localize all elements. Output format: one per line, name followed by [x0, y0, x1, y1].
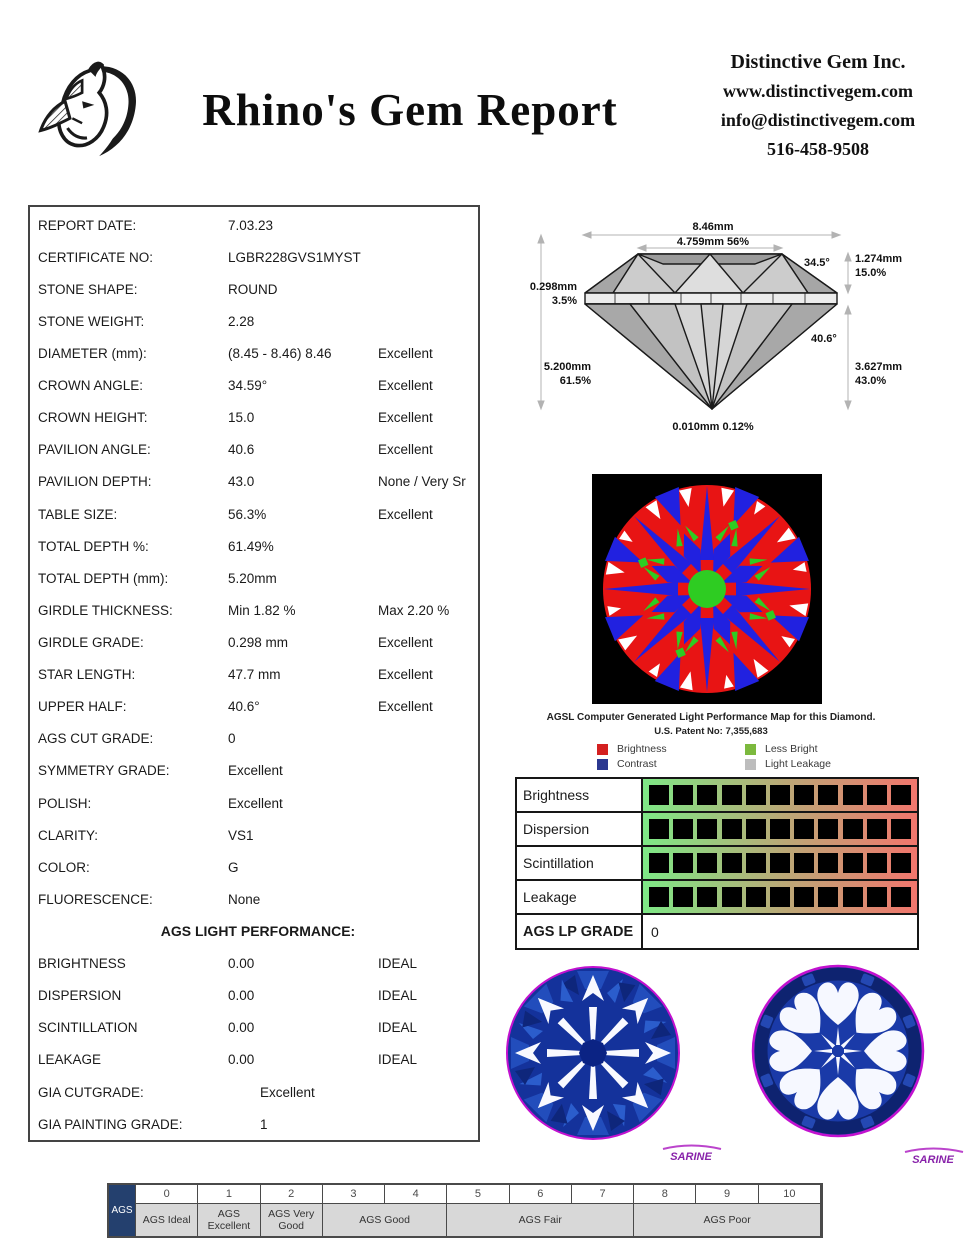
lp-black-square: [843, 819, 863, 839]
lp-black-square: [746, 819, 766, 839]
lp-row: [517, 813, 917, 847]
report-table: [28, 205, 480, 1142]
aset-caption: AGSL Computer Generated Light Performance Map for this Diamond.: [546, 712, 876, 723]
report-table-row: [30, 659, 478, 691]
row-value: Min 1.82 %: [228, 602, 296, 618]
crown-height-pct: 15.0%: [855, 267, 887, 279]
lp-black-square: [697, 853, 717, 873]
lp-black-square: [649, 819, 669, 839]
lp-black-square: [891, 785, 911, 805]
row-value: 34.59°: [228, 378, 268, 394]
lp-black-square: [697, 785, 717, 805]
scale-grade-cell: AGS Poor: [634, 1204, 821, 1236]
row-label: TOTAL DEPTH (mm):: [38, 570, 169, 586]
scale-grade-cell: AGS Very Good: [261, 1204, 323, 1236]
report-table-row: [30, 305, 478, 337]
report-table-row: [30, 434, 478, 466]
lp-black-square: [673, 819, 693, 839]
report-table-row: [30, 1108, 478, 1140]
legend-label: Less Bright: [765, 743, 818, 755]
lp-grade-row: [517, 915, 917, 948]
report-table-row: [30, 370, 478, 402]
lp-black-square: [770, 853, 790, 873]
row-label: UPPER HALF:: [38, 699, 127, 715]
report-table-row: [30, 273, 478, 305]
lp-black-square: [697, 819, 717, 839]
profile-total-depth-label: [519, 360, 591, 388]
profile-total-width-label: 8.46mm: [692, 221, 734, 233]
report-table-row: [30, 851, 478, 883]
company-info: [688, 48, 948, 164]
row-value: LGBR228GVS1MYST: [228, 249, 361, 265]
total-depth-mm: 5.200mm: [543, 361, 591, 373]
lp-black-square: [722, 785, 742, 805]
row-label: PAVILION ANGLE:: [38, 442, 151, 458]
lp-black-square: [794, 853, 814, 873]
lp-black-square: [673, 785, 693, 805]
lp-black-square: [867, 819, 887, 839]
lp-bar-table: [515, 777, 919, 950]
scale-grade-cell: AGS Ideal: [136, 1204, 198, 1236]
lp-grade-label: AGS LP GRADE: [517, 915, 643, 948]
row-value: 40.6°: [228, 699, 260, 715]
row-value: 43.0: [228, 474, 255, 490]
lp-black-square: [697, 887, 717, 907]
legend-color-swatch: [745, 744, 756, 755]
scale-grade-cell: AGS Excellent: [198, 1204, 260, 1236]
row-label: CROWN ANGLE:: [38, 378, 144, 394]
scale-number-cell: 2: [261, 1185, 323, 1204]
report-table-row: [30, 723, 478, 755]
scale-number-cell: 3: [323, 1185, 385, 1204]
legend-item: [597, 743, 745, 755]
report-table-row: [30, 498, 478, 530]
report-table-row: [30, 626, 478, 658]
row-value: 1: [260, 1116, 268, 1132]
sarine-brand-text: SARINE: [912, 1154, 954, 1166]
row-value: 0.00: [228, 1020, 255, 1036]
company-website: www.distinctivegem.com: [723, 81, 913, 101]
lp-black-square: [673, 853, 693, 873]
row-label: CROWN HEIGHT:: [38, 410, 148, 426]
row-extra: Excellent: [378, 699, 433, 715]
row-value: 0.00: [228, 988, 255, 1004]
row-value: Excellent: [260, 1084, 315, 1100]
row-value: 7.03.23: [228, 217, 274, 233]
report-table-row: [30, 466, 478, 498]
lp-black-square: [867, 853, 887, 873]
lp-gradient-bar: [643, 813, 917, 845]
girdle-mm: 0.298mm: [529, 281, 577, 293]
row-label: COLOR:: [38, 859, 90, 875]
lp-black-square: [746, 887, 766, 907]
lp-black-square: [649, 853, 669, 873]
row-extra: Excellent: [378, 634, 433, 650]
report-table-row: [30, 209, 478, 241]
row-extra: Excellent: [378, 410, 433, 426]
report-table-row: [30, 819, 478, 851]
legend-color-swatch: [745, 759, 756, 770]
lp-black-square: [843, 887, 863, 907]
aset-patent: U.S. Patent No: 7,355,683: [654, 726, 768, 737]
lp-gradient-bar: [643, 881, 917, 913]
lp-gradient-bar: [643, 847, 917, 879]
scale-number-cell: 9: [696, 1185, 758, 1204]
crown-height-mm: 1.274mm: [855, 253, 903, 265]
row-label: DIAMETER (mm):: [38, 345, 147, 361]
company-phone: 516-458-9508: [767, 139, 869, 159]
row-value: 61.49%: [228, 538, 274, 554]
row-label: TOTAL DEPTH %:: [38, 538, 149, 554]
legend-label: Light Leakage: [765, 758, 831, 770]
row-label: PAVILION DEPTH:: [38, 474, 152, 490]
row-label: CLARITY:: [38, 827, 99, 843]
sarine-logo-left: [655, 1141, 727, 1165]
row-label: AGS CUT GRADE:: [38, 731, 154, 747]
lp-grade-value: 0: [651, 923, 659, 940]
ags-scale-table: [107, 1183, 823, 1238]
pavilion-depth-pct: 43.0%: [855, 375, 887, 387]
row-extra: Excellent: [378, 345, 433, 361]
row-extra: IDEAL: [378, 1020, 418, 1036]
row-value: 0.00: [228, 956, 255, 972]
lp-black-square: [891, 887, 911, 907]
legend-item: [745, 743, 915, 755]
scale-number-cell: 0: [136, 1185, 198, 1204]
row-extra: Excellent: [378, 506, 433, 522]
report-table-row: [30, 980, 478, 1012]
lp-black-square: [891, 819, 911, 839]
company-email: info@distinctivegem.com: [720, 110, 916, 130]
report-table-row: [30, 691, 478, 723]
scale-number-cell: 4: [385, 1185, 447, 1204]
legend-item: [745, 758, 915, 770]
row-label: GIRDLE THICKNESS:: [38, 602, 173, 618]
sarine-logo-right: [897, 1144, 969, 1168]
lp-black-square: [722, 853, 742, 873]
legend-color-swatch: [597, 744, 608, 755]
row-label: STONE SHAPE:: [38, 281, 138, 297]
row-value: 47.7 mm: [228, 667, 281, 683]
arrows-diamond-image: [503, 963, 683, 1143]
report-table-row: [30, 787, 478, 819]
lp-row-label: Brightness: [517, 779, 643, 811]
scale-number-cell: 6: [510, 1185, 572, 1204]
lp-black-square: [746, 853, 766, 873]
lp-black-square: [843, 853, 863, 873]
aset-light-map: [592, 474, 822, 704]
lp-row: [517, 881, 917, 915]
row-extra: None / Very Sr: [378, 474, 466, 490]
row-value: Excellent: [228, 763, 283, 779]
lp-black-square: [770, 887, 790, 907]
row-extra: Excellent: [378, 378, 433, 394]
scale-corner-cell: AGS: [109, 1185, 136, 1236]
row-extra: Excellent: [378, 667, 433, 683]
row-value: 5.20mm: [228, 570, 277, 586]
lp-row-label: Scintillation: [517, 847, 643, 879]
legend-color-swatch: [597, 759, 608, 770]
girdle-pct: 3.5%: [551, 295, 577, 307]
lp-black-square: [770, 819, 790, 839]
report-table-row: [30, 883, 478, 915]
total-depth-pct: 61.5%: [559, 375, 591, 387]
row-value: Excellent: [228, 795, 283, 811]
lp-black-square: [867, 887, 887, 907]
pavilion-depth-mm: 3.627mm: [855, 361, 903, 373]
lp-black-square: [649, 887, 669, 907]
aset-legend: [597, 743, 915, 770]
lp-black-square: [867, 785, 887, 805]
scale-number-cell: 7: [572, 1185, 634, 1204]
row-label: GIA PAINTING GRADE:: [38, 1116, 183, 1132]
row-label: STAR LENGTH:: [38, 667, 136, 683]
diamond-profile-diagram: [503, 216, 972, 456]
lp-row-label: Leakage: [517, 881, 643, 913]
row-extra: Excellent: [378, 442, 433, 458]
scale-number-cell: 5: [447, 1185, 509, 1204]
row-label: CERTIFICATE NO:: [38, 249, 154, 265]
lp-black-square: [770, 785, 790, 805]
scale-number-cell: 8: [634, 1185, 696, 1204]
sarine-brand-text: SARINE: [670, 1151, 712, 1163]
profile-pavilion-depth-label: [855, 360, 902, 388]
lp-gradient-bar: [643, 779, 917, 811]
row-label: POLISH:: [38, 795, 92, 811]
row-value: 0: [228, 731, 236, 747]
row-value: 56.3%: [228, 506, 267, 522]
scale-number-cell: 1: [198, 1185, 260, 1204]
company-name: Distinctive Gem Inc.: [730, 51, 906, 73]
row-label: FLUORESCENCE:: [38, 891, 153, 907]
page-title: Rhino's Gem Report: [202, 85, 618, 135]
lp-black-square: [794, 819, 814, 839]
row-value: (8.45 - 8.46) 8.46: [228, 345, 332, 361]
report-table-row: [30, 562, 478, 594]
report-section-header: AGS LIGHT PERFORMANCE:: [160, 923, 356, 940]
row-label: LEAKAGE: [38, 1052, 102, 1068]
lp-black-square: [891, 853, 911, 873]
lp-black-square: [794, 785, 814, 805]
row-value: 0.00: [228, 1052, 255, 1068]
row-value: None: [228, 891, 261, 907]
row-value: 40.6: [228, 442, 255, 458]
report-table-row: [30, 530, 478, 562]
row-label: REPORT DATE:: [38, 217, 137, 233]
row-value: 15.0: [228, 410, 255, 426]
row-label: SYMMETRY GRADE:: [38, 763, 170, 779]
lp-row: [517, 847, 917, 881]
legend-label: Brightness: [617, 743, 667, 755]
row-label: GIRDLE GRADE:: [38, 634, 144, 650]
scale-grade-cell: AGS Fair: [447, 1204, 634, 1236]
profile-table-width-label: 4.759mm 56%: [676, 236, 750, 248]
lp-row-label: Dispersion: [517, 813, 643, 845]
lp-black-square: [673, 887, 693, 907]
row-label: DISPERSION: [38, 988, 122, 1004]
report-table-row: [30, 755, 478, 787]
report-table-row: [30, 1012, 478, 1044]
row-label: TABLE SIZE:: [38, 506, 118, 522]
lp-black-square: [818, 853, 838, 873]
lp-black-square: [794, 887, 814, 907]
lp-black-square: [722, 887, 742, 907]
profile-culet-label: 0.010mm 0.12%: [672, 421, 754, 433]
scale-grade-cell: AGS Good: [323, 1204, 448, 1236]
row-extra: IDEAL: [378, 1052, 418, 1068]
row-value: ROUND: [228, 281, 278, 297]
report-table-row: [30, 948, 478, 980]
report-table-row: [30, 1044, 478, 1076]
profile-crown-angle-label: 34.5°: [804, 257, 830, 269]
report-table-row: [30, 1076, 478, 1108]
row-label: BRIGHTNESS: [38, 956, 126, 972]
row-label: SCINTILLATION: [38, 1020, 138, 1036]
lp-black-square: [843, 785, 863, 805]
hearts-diamond-image: [749, 961, 927, 1141]
row-label: STONE WEIGHT:: [38, 313, 145, 329]
legend-item: [597, 758, 745, 770]
scale-number-cell: 10: [759, 1185, 821, 1204]
row-value: G: [228, 859, 239, 875]
row-value: 2.28: [228, 313, 255, 329]
lp-black-square: [818, 819, 838, 839]
report-table-row: [30, 241, 478, 273]
report-table-row: [30, 402, 478, 434]
row-label: GIA CUTGRADE:: [38, 1084, 144, 1100]
row-extra: IDEAL: [378, 988, 418, 1004]
profile-crown-height-label: [855, 252, 902, 280]
report-table-row: [30, 337, 478, 369]
row-extra: IDEAL: [378, 956, 418, 972]
profile-pavilion-angle-label: 40.6°: [811, 333, 837, 345]
row-value: 0.298 mm: [228, 634, 289, 650]
lp-black-square: [722, 819, 742, 839]
lp-black-square: [818, 887, 838, 907]
profile-girdle-label: [503, 280, 577, 308]
row-value: VS1: [228, 827, 254, 843]
report-table-row: [30, 594, 478, 626]
lp-black-square: [746, 785, 766, 805]
lp-black-square: [818, 785, 838, 805]
lp-row: [517, 779, 917, 813]
row-extra: Max 2.20 %: [378, 602, 450, 618]
legend-label: Contrast: [617, 758, 657, 770]
lp-black-square: [649, 785, 669, 805]
rhino-logo: [26, 50, 148, 172]
